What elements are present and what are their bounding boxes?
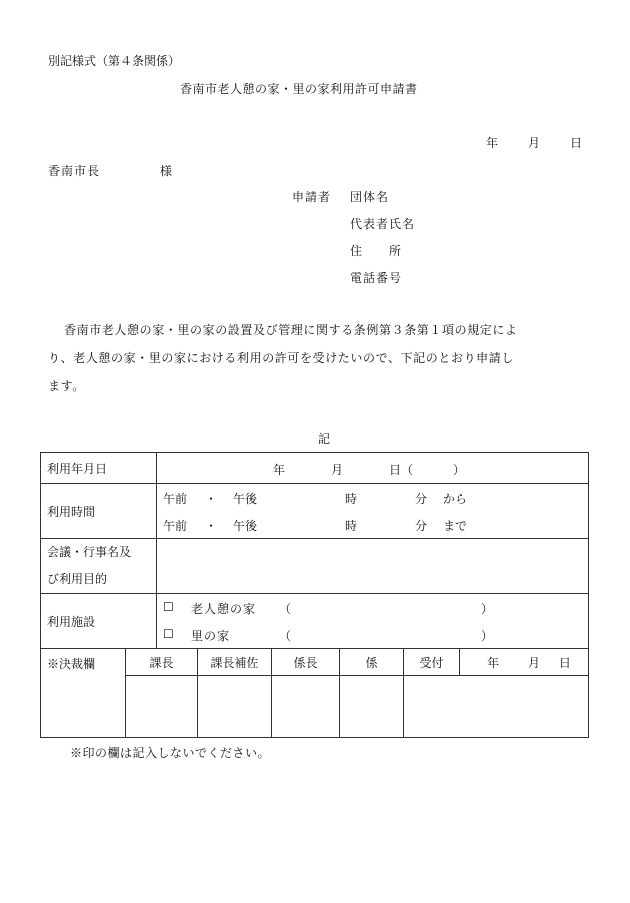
approval-cell [41, 649, 589, 738]
body-paragraph [48, 316, 588, 400]
start-minute: 分 [415, 492, 428, 506]
end-dot: ・ [205, 519, 218, 533]
ki-heading: 記 [318, 432, 331, 446]
approval-header-kacho: 課長 [126, 649, 198, 676]
facility-option2-open: （ [279, 629, 292, 643]
approval-header-date [460, 649, 589, 676]
purpose-row-label [41, 539, 157, 594]
use-day-close: ） [453, 463, 466, 477]
purpose-label-line1: 会議・行事名及 [47, 545, 132, 559]
checkbox-icon[interactable]: ☐ [163, 600, 174, 614]
end-minute: 分 [415, 519, 428, 533]
time-row-label: 利用時間 [41, 484, 157, 539]
end-pm[interactable]: 午後 [233, 519, 258, 533]
document-title: 香南市老人憩の家・里の家利用許可申請書 [180, 82, 418, 96]
approval-header-kakari: 係 [340, 649, 404, 676]
approval-table [40, 648, 589, 738]
form-reference: 別記様式（第４条関係） [48, 54, 181, 68]
footnote: ※印の欄は記入しないでください。 [70, 746, 271, 760]
purpose-row [41, 539, 589, 594]
applicant-field-group: 団体名 [350, 190, 390, 204]
applicant-field-address: 住 所 [350, 244, 403, 258]
end-until: まで [443, 519, 468, 533]
date-row [41, 453, 589, 484]
stamp-uketsuke [404, 676, 589, 738]
stamp-kacho [126, 676, 198, 738]
facility-row-value [157, 594, 589, 649]
start-hour: 時 [345, 492, 358, 506]
purpose-input-cell[interactable] [157, 539, 589, 594]
date-month: 月 [528, 136, 541, 150]
body-line-2: り、老人憩の家・里の家における利用の許可を受けたいので、下記のとおり申請し [48, 351, 514, 365]
applicant-field-representative: 代表者氏名 [350, 217, 416, 231]
facility-row [41, 594, 589, 649]
use-year: 年 [273, 463, 286, 477]
start-pm[interactable]: 午後 [233, 492, 258, 506]
approval-date-day: 日 [558, 655, 571, 670]
addressee-name: 香南市長 [48, 164, 101, 178]
approval-header-kakaricho: 係長 [272, 649, 340, 676]
end-hour: 時 [345, 519, 358, 533]
date-year: 年 [486, 136, 499, 150]
use-day: 日（ [389, 463, 414, 477]
time-row-value[interactable] [157, 484, 589, 539]
body-line-1: 香南市老人憩の家・里の家の設置及び管理に関する条例第３条第１項の規定によ [64, 323, 518, 337]
start-dot: ・ [205, 492, 218, 506]
facility-option1-close: ） [481, 602, 494, 616]
checkbox-icon[interactable]: ☐ [163, 627, 174, 641]
start-am[interactable]: 午前 [163, 492, 188, 506]
use-month: 月 [331, 463, 344, 477]
approval-header-uketsuke: 受付 [404, 649, 460, 676]
approval-header-row [41, 649, 589, 676]
approval-header-kacho-hosa: 課長補佐 [198, 649, 272, 676]
approval-date-year: 年 [487, 655, 500, 670]
purpose-label-line2: び利用目的 [47, 572, 108, 586]
stamp-kacho-hosa [198, 676, 272, 738]
applicant-label: 申請者 [292, 190, 332, 204]
date-row-label: 利用年月日 [41, 453, 157, 484]
date-row-value[interactable] [157, 453, 589, 484]
date-day: 日 [570, 136, 583, 150]
applicant-field-phone: 電話番号 [350, 271, 403, 285]
facility-option1-open: （ [279, 602, 292, 616]
approval-label: ※決裁欄 [41, 649, 126, 738]
facility-option-sato: 里の家 [191, 629, 231, 643]
approval-date-month: 月 [527, 655, 540, 670]
stamp-kakaricho [272, 676, 340, 738]
start-from: から [443, 492, 468, 506]
body-line-3: ます。 [48, 379, 85, 393]
approval-row [41, 649, 589, 738]
time-row [41, 484, 589, 539]
addressee-honorific: 様 [160, 164, 173, 178]
facility-option2-close: ） [481, 629, 494, 643]
stamp-kakari [340, 676, 404, 738]
application-table [40, 452, 589, 738]
facility-row-label: 利用施設 [41, 594, 157, 649]
end-am[interactable]: 午前 [163, 519, 188, 533]
facility-option-rojin: 老人憩の家 [191, 602, 257, 616]
